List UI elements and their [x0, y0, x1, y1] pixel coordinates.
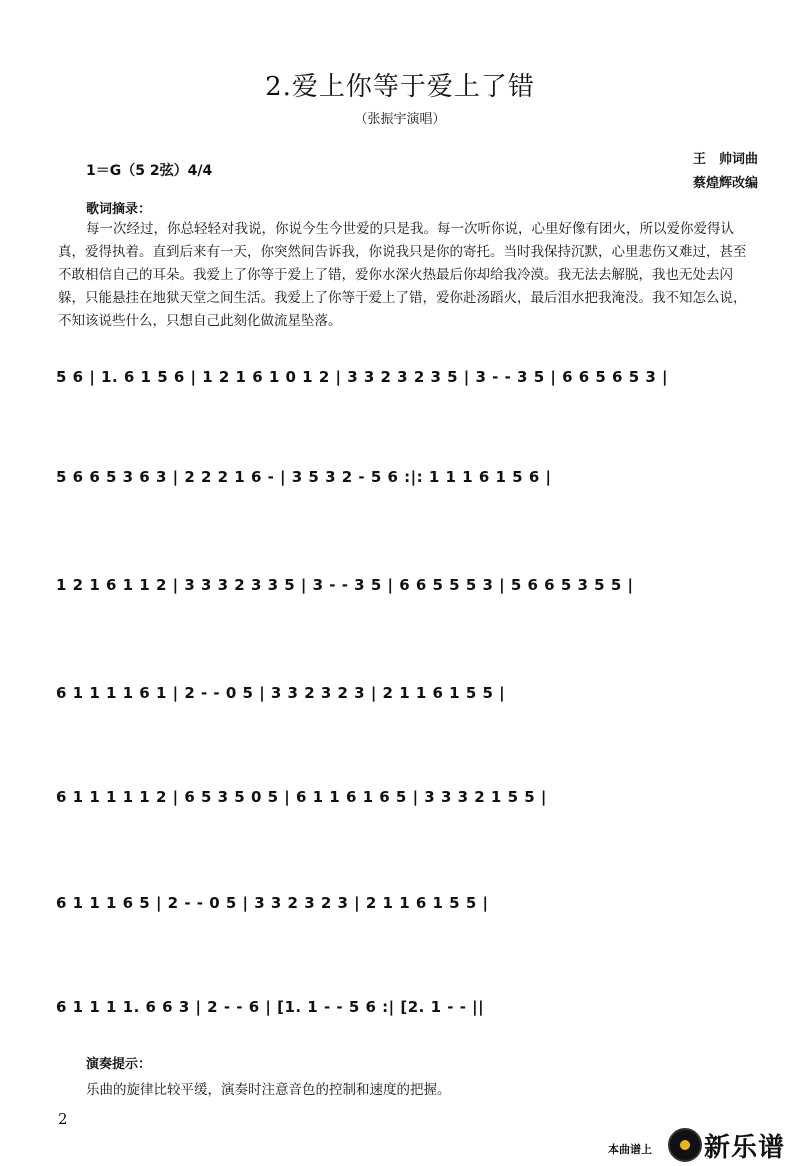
- vinyl-logo-icon: [668, 1128, 702, 1162]
- score-row: [56, 884, 756, 924]
- footer-source-text: 本曲谱上: [608, 1143, 652, 1156]
- page-number: 2: [58, 1110, 68, 1128]
- key-signature: 1＝G（5 2弦）4/4: [86, 163, 213, 179]
- score-row: [56, 358, 756, 398]
- singer-credit: （张振宇演唱）: [354, 112, 446, 127]
- lyrics-heading: 歌词摘录：: [86, 202, 152, 217]
- score-notes: 6 1 1 1 6 5 | 2 - - 0 5 | 3 3 2 3 2 3 | 2 1 1 6 1 5 5 |: [56, 894, 489, 912]
- site-logo-text: 新乐谱: [704, 1133, 786, 1163]
- score-row: [56, 988, 756, 1028]
- score-notes: 6 1 1 1 1 6 1 | 2 - - 0 5 | 3 3 2 3 2 3 | 2 1 1 6 1 5 5 |: [56, 684, 506, 702]
- performance-hint-heading: 演奏提示：: [86, 1057, 152, 1072]
- score-notes: 1 2 1 6 1 1 2 | 3 3 3 2 3 3 5 | 3 - - 3 5 | 6 6 5 5 5 3 | 5 6 6 5 3 5 5 |: [56, 576, 634, 594]
- arranger-credit: 蔡煌辉改编: [692, 176, 758, 191]
- song-title: 2.爱上你等于爱上了错: [265, 72, 535, 102]
- score-notes: 5 6 6 5 3 6 3 | 2 2 2 1 6 - | 3 5 3 2 - 5 6 :|: 1 1 1 6 1 5 6 |: [56, 468, 552, 486]
- performance-hint-body: 乐曲的旋律比较平缓，演奏时注意音色的控制和速度的把握。: [86, 1082, 451, 1098]
- lyrics-body: 每一次经过，你总轻轻对我说，你说今生今世爱的只是我。每一次听你说，心里好像有团火，所以爱你爱得认真，爱得执着。直到后来有一天，你突然间告诉我，你说我只是你的寄托。当时我保持沉默，心里悲伤又难过，甚至不敢相信自己的耳朵。我爱上了你等于爱上了错，爱你水深火热最后你却给我冷漠。我无法去解脱，我也无处去闪躲，只能悬挂在地狱天堂之间生活。我爱上了你等于爱上了错，爱你赴汤蹈火，最后泪水把我淹没。我不知怎么说，不知该说些什么，只想自己此刻化做流星坠落。: [58, 221, 747, 329]
- score-row: [56, 674, 756, 714]
- score-row: [56, 778, 756, 818]
- score-notes: 5 6 | 1. 6 1 5 6 | 1 2 1 6 1 0 1 2 | 3 3 2 3 2 3 5 | 3 - - 3 5 | 6 6 5 6 5 3 |: [56, 368, 669, 386]
- score-row: [56, 566, 756, 606]
- score-row: [56, 458, 756, 498]
- composer-credit: 王 帅词曲: [692, 152, 758, 167]
- score-notes: 6 1 1 1 1. 6 6 3 | 2 - - 6 | [1. 1 - - 5 6 :| [2. 1 - - ||: [56, 998, 485, 1016]
- score-notes: 6 1 1 1 1 1 2 | 6 5 3 5 0 5 | 6 1 1 6 1 6 5 | 3 3 3 2 1 5 5 |: [56, 788, 547, 806]
